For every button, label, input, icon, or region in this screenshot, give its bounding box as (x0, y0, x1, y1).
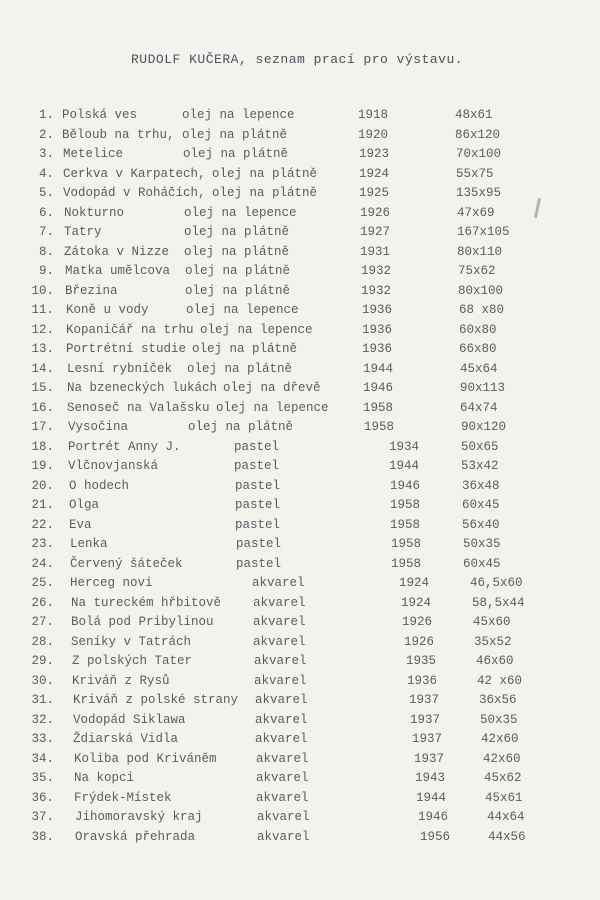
item-size: 44x56 (488, 829, 526, 844)
item-number: 37. (31, 810, 54, 824)
list-item (0, 633, 600, 651)
item-title: Kriváň z Rysů (72, 673, 170, 688)
item-number: 4. (38, 166, 54, 181)
item-year: 1943 (415, 771, 446, 785)
list-item (0, 535, 600, 553)
item-year: 1958 (390, 517, 421, 532)
item-title: Eva (69, 517, 92, 532)
list-item (0, 301, 600, 319)
item-medium: pastel (236, 537, 282, 551)
list-item (0, 769, 600, 787)
item-title: Polská ves (62, 108, 138, 122)
item-medium: akvarel (255, 732, 308, 746)
item-title: Březina (65, 283, 118, 298)
item-size: 135x95 (456, 186, 502, 200)
item-year: 1924 (359, 166, 390, 181)
item-number: 19. (31, 459, 54, 473)
item-number: 26. (31, 595, 54, 610)
item-number: 23. (31, 537, 54, 551)
item-title: Na kopci (74, 771, 135, 785)
list-item (0, 204, 600, 222)
list-item (0, 126, 600, 144)
item-title: Frýdek-Místek (74, 790, 172, 805)
item-number: 22. (31, 517, 54, 532)
item-medium: olej na plátně (184, 225, 290, 239)
item-number: 18. (31, 439, 54, 454)
item-medium: olej na plátně (184, 244, 290, 259)
list-item (0, 184, 600, 202)
item-year: 1935 (406, 654, 437, 668)
item-number: 17. (31, 420, 54, 434)
item-number: 36. (31, 790, 54, 805)
item-year: 1944 (389, 459, 420, 473)
item-year: 1958 (390, 498, 421, 512)
item-number: 24. (31, 556, 54, 571)
item-size: 48x61 (455, 108, 493, 122)
item-medium: olej na lepence (216, 400, 329, 415)
item-year: 1958 (391, 556, 422, 571)
list-item (0, 106, 600, 124)
item-medium: akvarel (253, 595, 306, 610)
item-year: 1956 (420, 829, 451, 844)
item-medium: olej na lepence (184, 205, 297, 220)
item-year: 1925 (359, 186, 390, 200)
item-year: 1958 (364, 420, 395, 434)
item-size: 42x60 (483, 751, 521, 766)
item-number: 6. (38, 205, 54, 220)
item-medium: akvarel (252, 576, 305, 590)
item-medium: olej na plátně (212, 186, 318, 200)
item-size: 64x74 (460, 400, 498, 415)
item-year: 1937 (410, 712, 441, 727)
list-item (0, 399, 600, 417)
item-title: Kopaničář na trhu (66, 322, 194, 337)
item-number: 14. (31, 361, 54, 376)
item-medium: pastel (236, 556, 282, 571)
list-item (0, 555, 600, 573)
item-number: 9. (38, 264, 54, 278)
item-title: Vysočina (68, 420, 129, 434)
item-year: 1958 (363, 400, 394, 415)
item-number: 8. (38, 244, 54, 259)
item-number: 10. (31, 283, 54, 298)
list-item (0, 165, 600, 183)
item-year: 1936 (362, 342, 393, 356)
item-number: 13. (31, 342, 54, 356)
item-title: Na tureckém hřbitově (71, 595, 222, 610)
list-item (0, 574, 600, 592)
item-number: 12. (31, 322, 54, 337)
item-year: 1926 (360, 205, 391, 220)
item-year: 1958 (391, 537, 422, 551)
item-number: 5. (38, 186, 54, 200)
item-year: 1927 (360, 225, 391, 239)
list-item (0, 477, 600, 495)
item-number: 31. (31, 693, 54, 707)
item-size: 50x35 (463, 537, 501, 551)
item-number: 16. (31, 400, 54, 415)
item-size: 36x48 (462, 478, 500, 493)
item-size: 70x100 (456, 147, 502, 161)
item-title: Lenka (70, 537, 108, 551)
list-item (0, 243, 600, 261)
item-medium: olej na lepence (200, 322, 313, 337)
list-item (0, 594, 600, 612)
item-year: 1932 (361, 283, 392, 298)
list-item (0, 145, 600, 163)
item-size: 90x113 (460, 381, 506, 395)
item-medium: olej na lepence (186, 303, 299, 317)
item-number: 20. (31, 478, 54, 493)
item-number: 15. (31, 381, 54, 395)
item-title: Bolá pod Pribylinou (71, 615, 214, 629)
item-medium: pastel (235, 517, 281, 532)
item-size: 50x35 (480, 712, 518, 727)
item-medium: akvarel (253, 634, 306, 649)
item-number: 28. (31, 634, 54, 649)
item-title: Portrét Anny J. (68, 439, 181, 454)
item-size: 36x56 (479, 693, 517, 707)
item-medium: akvarel (254, 654, 307, 668)
list-item (0, 340, 600, 358)
item-medium: akvarel (256, 751, 309, 766)
item-size: 45x64 (460, 361, 498, 376)
list-item (0, 457, 600, 475)
item-size: 42 x60 (477, 673, 523, 688)
list-item (0, 496, 600, 514)
item-size: 56x40 (462, 517, 500, 532)
item-size: 47x69 (457, 205, 495, 220)
item-year: 1936 (362, 303, 393, 317)
list-item (0, 750, 600, 768)
list-item (0, 262, 600, 280)
item-title: Lesní rybníček (67, 361, 173, 376)
item-size: 60x45 (462, 498, 500, 512)
item-medium: akvarel (256, 790, 309, 805)
item-year: 1944 (416, 790, 447, 805)
item-year: 1946 (418, 810, 449, 824)
item-number: 30. (31, 673, 54, 688)
item-size: 90x120 (461, 420, 507, 434)
item-medium: olej na plátně (182, 127, 288, 142)
item-title: Metelice (63, 147, 124, 161)
item-title: Senoseč na Valašsku (67, 400, 210, 415)
item-year: 1931 (360, 244, 391, 259)
item-size: 75x62 (458, 264, 496, 278)
list-item (0, 321, 600, 339)
item-number: 38. (31, 829, 54, 844)
document-title: RUDOLF KUČERA, seznam prací pro výstavu. (131, 52, 464, 67)
item-medium: pastel (235, 478, 281, 493)
item-medium: pastel (235, 498, 281, 512)
item-year: 1936 (407, 673, 438, 688)
item-medium: akvarel (257, 829, 310, 844)
item-number: 34. (31, 751, 54, 766)
item-title: Herceg novi (70, 576, 153, 590)
item-year: 1937 (412, 732, 443, 746)
item-size: 42x60 (481, 732, 519, 746)
item-year: 1946 (390, 478, 421, 493)
item-medium: pastel (234, 439, 280, 454)
item-title: Tatry (64, 225, 102, 239)
item-title: Vodopád Siklawa (73, 712, 186, 727)
item-year: 1926 (402, 615, 433, 629)
item-number: 21. (31, 498, 54, 512)
list-item (0, 360, 600, 378)
item-size: 45x62 (484, 771, 522, 785)
item-medium: olej na plátně (212, 166, 318, 181)
item-year: 1934 (389, 439, 420, 454)
item-year: 1920 (358, 127, 389, 142)
item-year: 1918 (358, 108, 389, 122)
item-title: Koně u vody (66, 303, 149, 317)
item-title: Na bzeneckých lukách (67, 381, 218, 395)
item-year: 1926 (404, 634, 435, 649)
list-item (0, 828, 600, 846)
list-item (0, 652, 600, 670)
item-title: Červený šáteček (70, 556, 183, 571)
item-medium: olej na plátně (188, 420, 294, 434)
item-year: 1936 (362, 322, 393, 337)
item-number: 1. (38, 108, 54, 122)
item-number: 27. (31, 615, 54, 629)
item-title: Olga (69, 498, 100, 512)
item-size: 53x42 (461, 459, 499, 473)
list-item (0, 711, 600, 729)
item-title: O hodech (69, 478, 130, 493)
item-medium: olej na plátně (192, 342, 298, 356)
list-item (0, 516, 600, 534)
item-medium: olej na dřevě (223, 381, 321, 395)
item-size: 45x60 (473, 615, 511, 629)
item-number: 33. (31, 732, 54, 746)
item-year: 1924 (401, 595, 432, 610)
item-title: Koliba pod Kriváněm (74, 751, 217, 766)
item-title: Vodopád v Roháčích, (63, 186, 206, 200)
list-item (0, 691, 600, 709)
item-year: 1937 (414, 751, 445, 766)
item-size: 167x105 (457, 225, 510, 239)
list-item (0, 418, 600, 436)
item-size: 68 x80 (459, 303, 505, 317)
item-number: 25. (31, 576, 54, 590)
item-medium: akvarel (257, 810, 310, 824)
list-item (0, 223, 600, 241)
item-medium: akvarel (254, 673, 307, 688)
item-medium: olej na plátně (187, 361, 293, 376)
item-title: Běloub na trhu, (62, 127, 175, 142)
item-size: 46,5x60 (470, 576, 523, 590)
item-size: 44x64 (487, 810, 525, 824)
item-size: 86x120 (455, 127, 501, 142)
list-item (0, 789, 600, 807)
item-number: 32. (31, 712, 54, 727)
item-size: 50x65 (461, 439, 499, 454)
item-medium: pastel (234, 459, 280, 473)
list-item (0, 808, 600, 826)
item-title: Jihomoravský kraj (75, 810, 203, 824)
item-size: 46x60 (476, 654, 514, 668)
item-title: Cerkva v Karpatech, (63, 166, 206, 181)
item-size: 58,5x44 (472, 595, 525, 610)
item-size: 60x45 (463, 556, 501, 571)
item-size: 80x110 (457, 244, 503, 259)
item-title: Seníky v Tatrách (71, 634, 192, 649)
list-item (0, 730, 600, 748)
item-size: 66x80 (459, 342, 497, 356)
item-number: 2. (38, 127, 54, 142)
item-medium: akvarel (255, 712, 308, 727)
item-number: 29. (31, 654, 54, 668)
item-number: 11. (31, 303, 54, 317)
item-year: 1932 (361, 264, 392, 278)
list-item (0, 613, 600, 631)
item-year: 1946 (363, 381, 394, 395)
item-medium: olej na lepence (182, 108, 295, 122)
item-title: Nokturno (64, 205, 125, 220)
item-size: 45x61 (485, 790, 523, 805)
item-title: Kriváň z polské strany (73, 693, 239, 707)
item-title: Zátoka v Nizze (64, 244, 170, 259)
item-title: Matka umělcova (65, 264, 171, 278)
item-medium: olej na plátně (183, 147, 289, 161)
item-medium: akvarel (255, 693, 308, 707)
list-item (0, 379, 600, 397)
item-number: 35. (31, 771, 54, 785)
list-item (0, 282, 600, 300)
item-year: 1924 (399, 576, 430, 590)
item-size: 55x75 (456, 166, 494, 181)
item-title: Portrétní studie (66, 342, 187, 356)
item-medium: olej na plátně (185, 283, 291, 298)
list-item (0, 672, 600, 690)
item-number: 7. (38, 225, 54, 239)
item-title: Z polských Tater (72, 654, 193, 668)
item-medium: akvarel (256, 771, 309, 785)
item-year: 1937 (409, 693, 440, 707)
item-size: 35x52 (474, 634, 512, 649)
item-size: 80x100 (458, 283, 504, 298)
item-title: Oravská přehrada (75, 829, 196, 844)
list-item (0, 438, 600, 456)
item-title: Vlčnovjanská (68, 459, 159, 473)
item-number: 3. (38, 147, 54, 161)
item-medium: olej na plátně (185, 264, 291, 278)
item-medium: akvarel (253, 615, 306, 629)
item-title: Ždiarská Vidla (73, 732, 179, 746)
item-year: 1923 (359, 147, 390, 161)
item-size: 60x80 (459, 322, 497, 337)
item-year: 1944 (363, 361, 394, 376)
